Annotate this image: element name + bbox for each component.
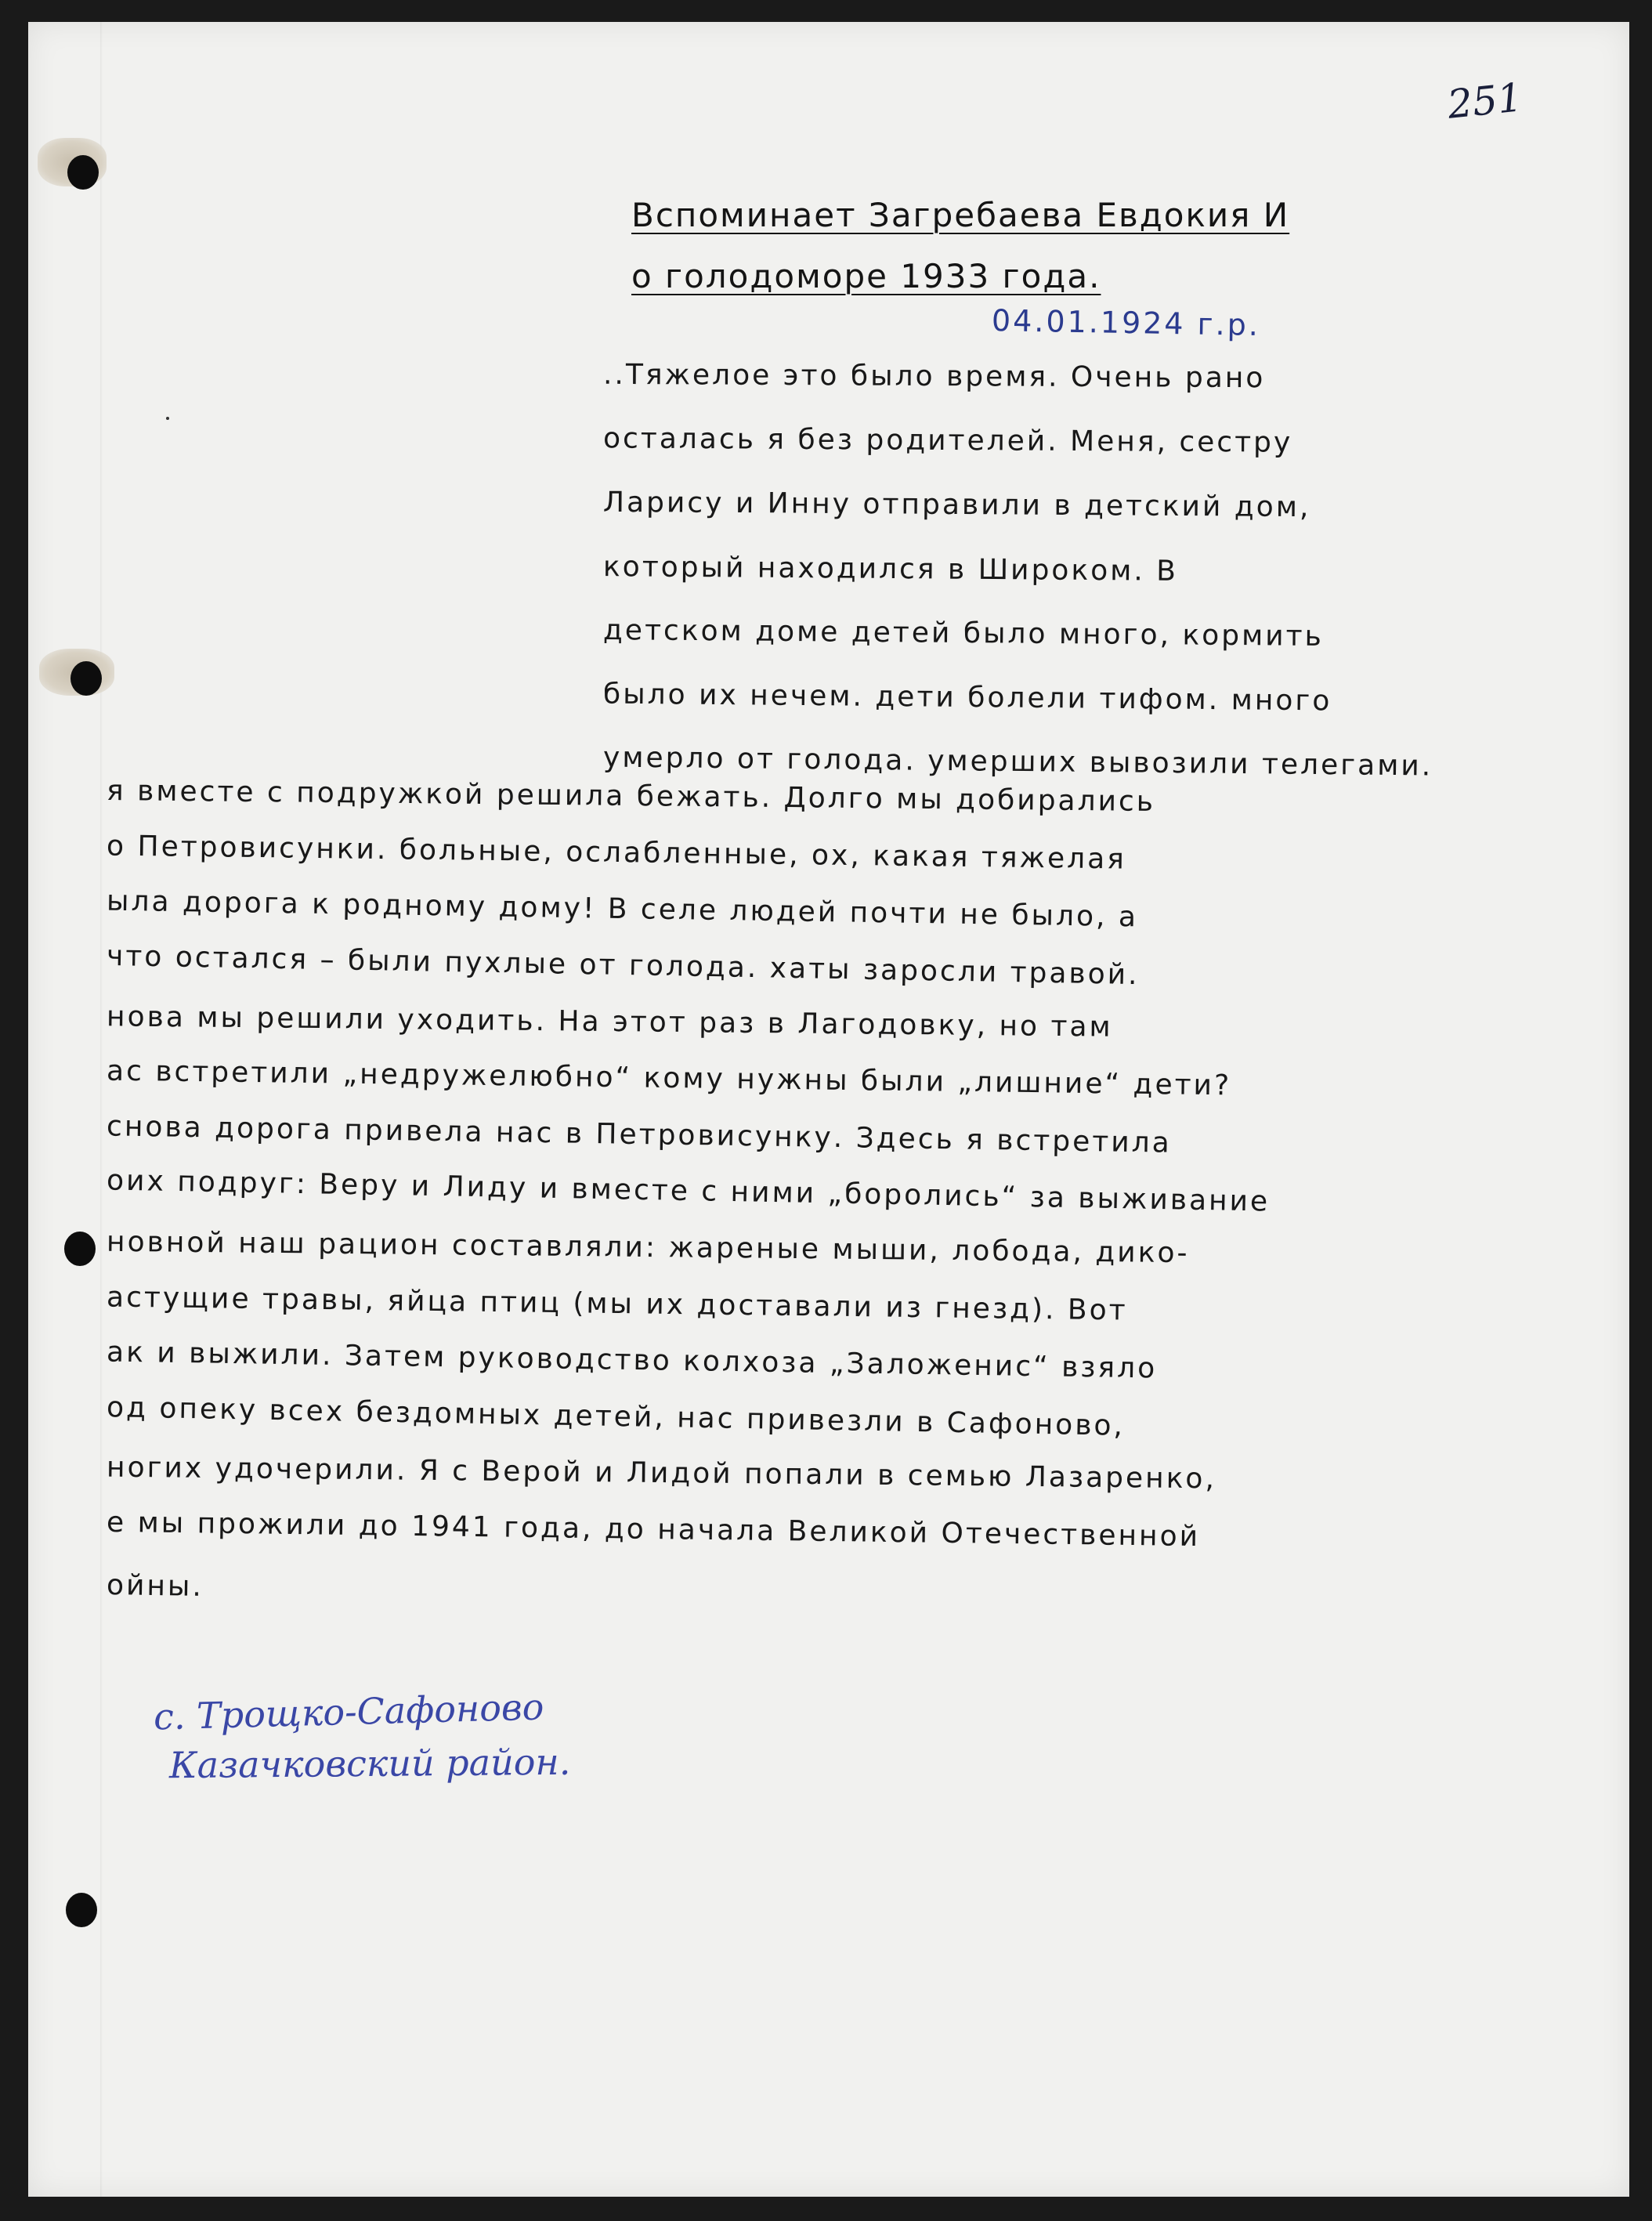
memoir-line: е мы прожили до 1941 года, до начала Великой Отечественной [106, 1506, 1201, 1554]
memoir-line: умерло от голода. умерших вывозили телегами. [602, 741, 1433, 783]
memoir-line: астущие травы, яйца птиц (мы их доставали из гнезд). Вот [106, 1281, 1128, 1327]
memoir-line: Ларису и Инну отправили в детский дом, [602, 486, 1311, 524]
memoir-line: ..Тяжелое это было время. Очень рано [602, 358, 1266, 395]
signature-district: Казачковский район. [168, 1740, 571, 1787]
memoir-line: ас встретили „недружелюбно“ кому нужны были „лишние“ дети? [106, 1054, 1232, 1102]
memoir-line: нова мы решили уходить. На этот раз в Лагодовку, но там [106, 1000, 1113, 1044]
memoir-line: од опеку всех бездомных детей, нас привезли в Сафоново, [106, 1391, 1126, 1442]
memoir-line: который находился в Широком. В [602, 551, 1179, 588]
memoir-line: было их нечем. дети болели тифом. много [602, 678, 1332, 718]
stray-ink-dot [166, 417, 169, 420]
memoir-line: ак и выжили. Затем руководство колхоза „Заложенис“ взяло [106, 1336, 1158, 1385]
memoir-line: новной наш рацион составляли: жареные мыши, лобода, дико- [106, 1225, 1190, 1270]
memoir-line: что остался – были пухлые от голода. хаты заросли травой. [106, 939, 1140, 992]
document-title-line-2: о голодоморе 1933 года. [631, 257, 1101, 295]
punch-hole-4 [66, 1893, 97, 1927]
punch-hole-3 [64, 1232, 96, 1266]
document-page [28, 22, 1629, 2197]
memoir-line: оих подруг: Веру и Лиду и вместе с ними „боролись“ за выживание [106, 1164, 1271, 1218]
memoir-line: ногих удочерили. Я с Верой и Лидой попали в семью Лазаренко, [106, 1451, 1217, 1496]
document-title-line-1: Вспоминает Загребаева Евдокия И [631, 196, 1290, 234]
punch-hole-2 [70, 661, 102, 696]
signature-village: с. Трощко-Сафоново [153, 1685, 544, 1738]
punch-hole-1 [67, 155, 99, 190]
memoir-line: снова дорога привела нас в Петровисунку. Здесь я встретила [106, 1110, 1173, 1159]
memoir-line: о Петровисунки. больные, ослабленные, ох, какая тяжелая [106, 830, 1127, 876]
memoir-line: ыла дорога к родному дому! В селе людей почти не было, а [106, 884, 1139, 934]
memoir-line: ойны. [106, 1569, 204, 1603]
page-fold-shadow [100, 22, 103, 2197]
archive-page-number: 251 [1445, 74, 1525, 128]
memoir-line: я вместе с подружкой решила бежать. Долго мы добирались [106, 774, 1156, 819]
memoir-line: детском доме детей было много, кормить [602, 613, 1325, 653]
memoir-line: осталась я без родителей. Меня, сестру [602, 422, 1293, 459]
birthdate-note: 04.01.1924 г.р. [991, 303, 1261, 342]
